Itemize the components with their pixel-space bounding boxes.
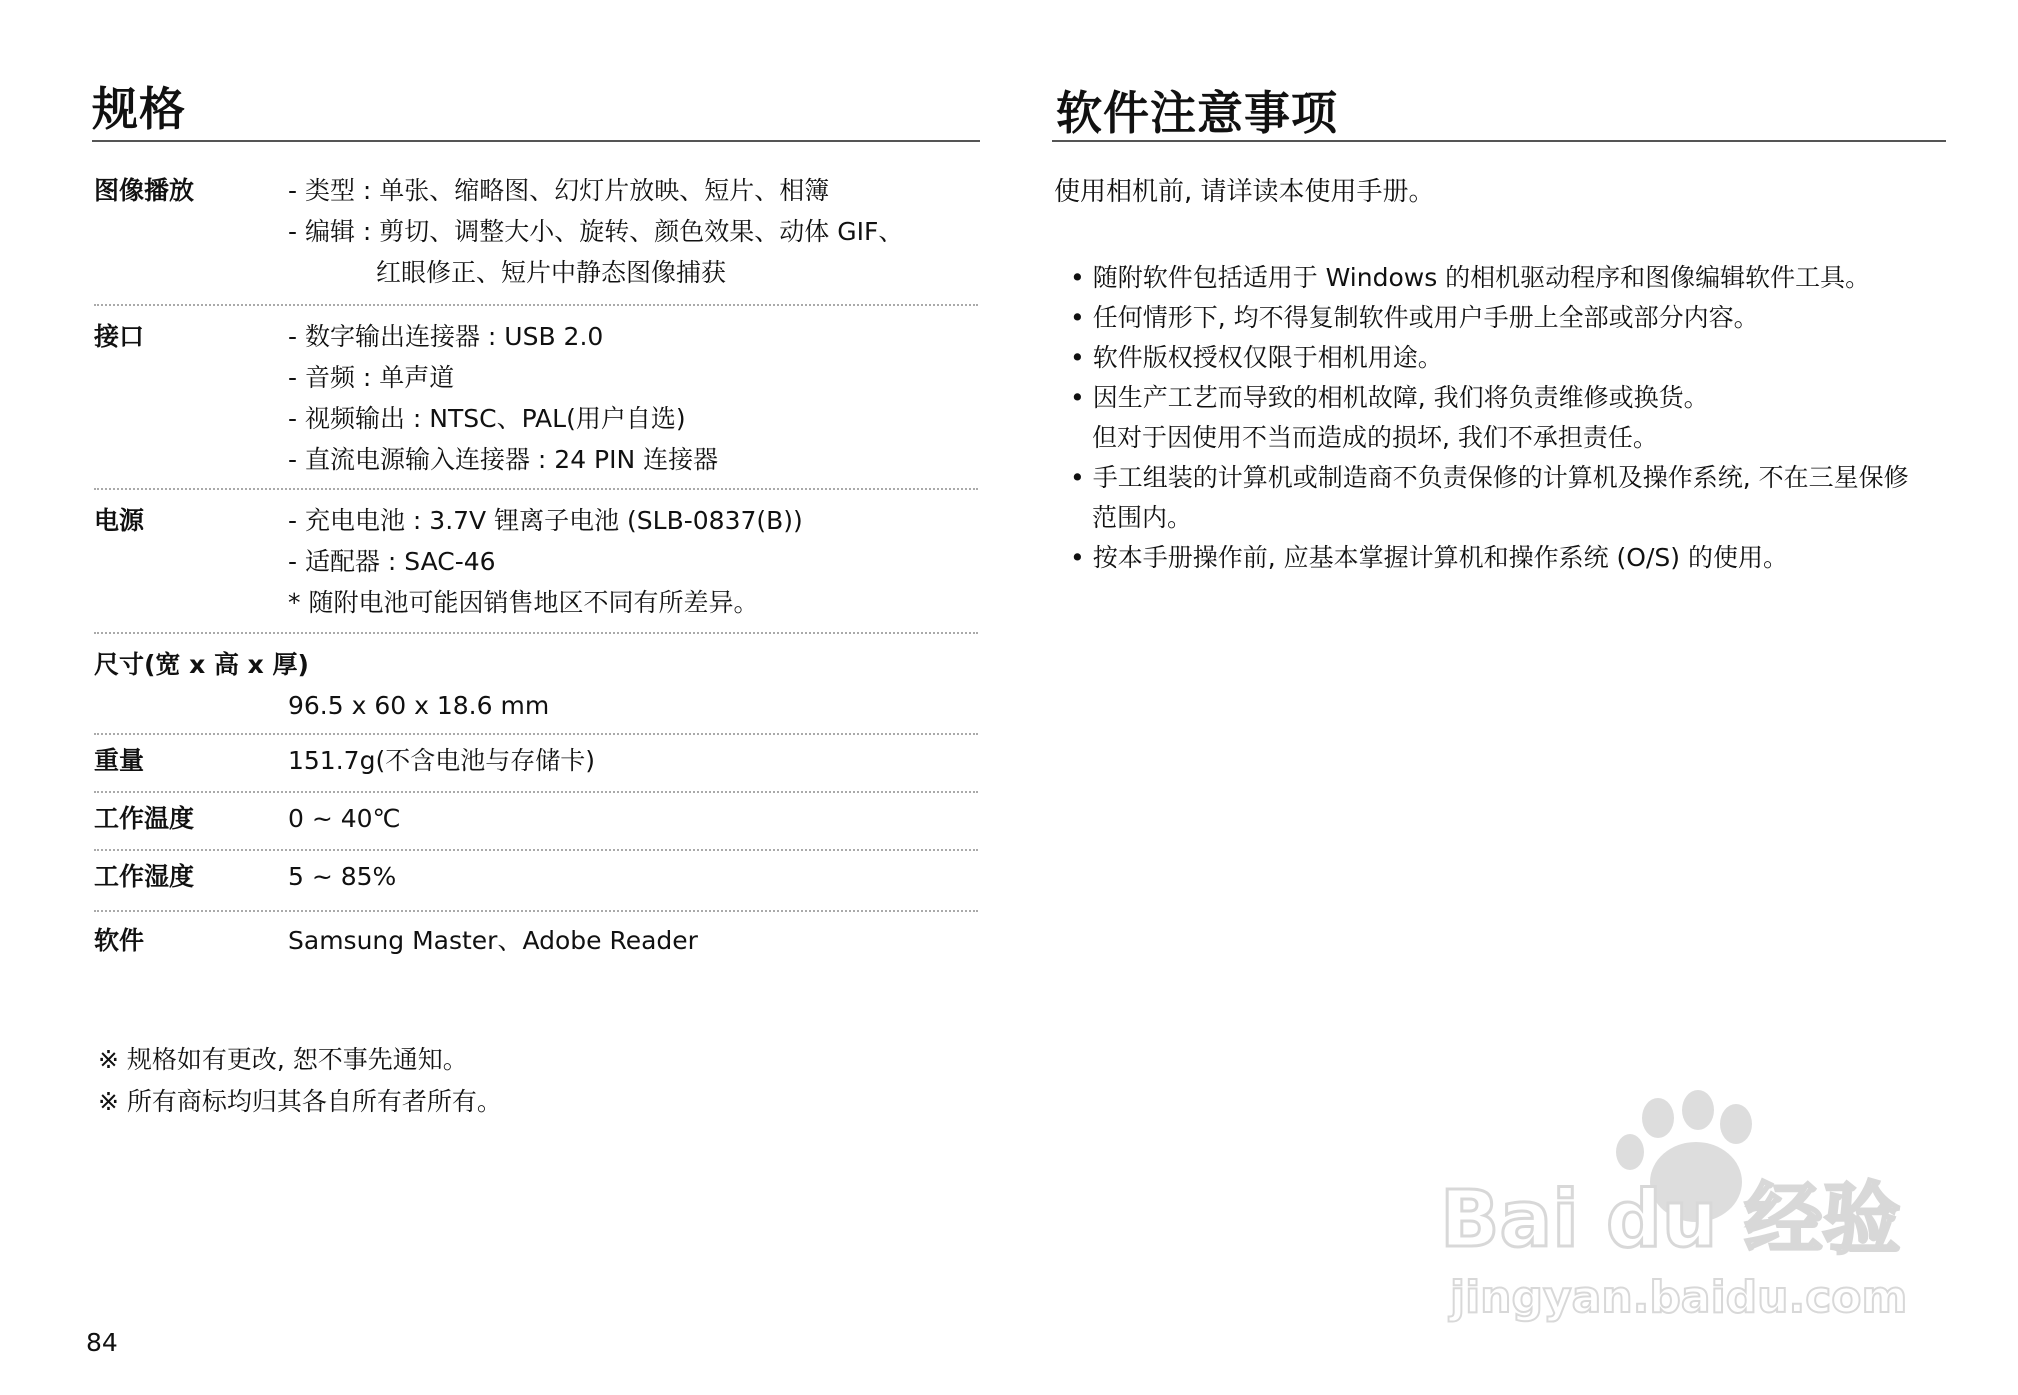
spec-values — [288, 920, 698, 961]
spec-value: - 直流电源输入连接器 : 24 PIN 连接器 — [288, 445, 719, 474]
list-item-continuation: 范围内。 — [1092, 503, 1193, 532]
spec-value: - 数字输出连接器 : USB 2.0 — [288, 322, 604, 351]
baidu-jingyan-watermark — [1440, 1090, 1920, 1330]
spec-values — [288, 798, 401, 839]
row-divider — [94, 849, 978, 851]
spec-label: 图像播放 — [94, 176, 195, 205]
spec-label: 工作湿度 — [94, 862, 195, 891]
list-item: • 任何情形下, 均不得复制软件或用户手册上全部或部分内容。 — [1070, 303, 1759, 332]
spec-value: - 编辑 : 剪切、调整大小、旋转、颜色效果、动体 GIF、 — [288, 217, 904, 246]
list-item: • 因生产工艺而导致的相机故障, 我们将负责维修或换货。 — [1070, 383, 1709, 412]
spec-values — [288, 856, 396, 897]
software-notes-intro: 使用相机前, 请详读本使用手册。 — [1054, 177, 1435, 207]
row-divider — [94, 632, 978, 634]
list-item: • 软件版权授权仅限于相机用途。 — [1070, 343, 1443, 372]
list-item: • 手工组装的计算机或制造商不负责保修的计算机及操作系统, 不在三星保修 — [1070, 463, 1909, 492]
list-item: • 随附软件包括适用于 Windows 的相机驱动程序和图像编辑软件工具。 — [1070, 263, 1871, 292]
spec-value: - 充电电池 : 3.7V 锂离子电池 (SLB-0837(B)) — [288, 506, 803, 535]
spec-value: - 适配器 : SAC-46 — [288, 547, 496, 576]
software-notes-title: 软件注意事项 — [1056, 86, 1338, 140]
spec-value: 151.7g(不含电池与存储卡) — [288, 746, 595, 775]
page-number: 84 — [86, 1328, 118, 1357]
spec-value: * 随附电池可能因销售地区不同有所差异。 — [288, 588, 759, 617]
software-notes-title-rule — [1052, 140, 1946, 142]
watermark-brand: Bai du 经验 — [1440, 1175, 1901, 1265]
spec-value: 红眼修正、短片中静态图像捕获 — [376, 258, 727, 287]
row-divider — [94, 488, 978, 490]
row-divider — [94, 733, 978, 735]
spec-values — [288, 685, 549, 726]
spec-label: 尺寸(宽 x 高 x 厚) — [94, 650, 309, 679]
spec-values — [288, 170, 903, 293]
spec-value: 0 ~ 40℃ — [288, 804, 401, 833]
row-divider — [94, 910, 978, 912]
spec-label: 软件 — [94, 926, 145, 955]
row-divider — [94, 791, 978, 793]
software-notes-list — [1070, 258, 1909, 578]
spec-values — [288, 316, 718, 480]
spec-value: Samsung Master、Adobe Reader — [288, 926, 698, 955]
spec-value: 5 ~ 85% — [288, 862, 397, 891]
list-item: • 按本手册操作前, 应基本掌握计算机和操作系统 (O/S) 的使用。 — [1070, 543, 1788, 572]
spec-label: 接口 — [94, 322, 145, 351]
spec-values — [288, 740, 595, 781]
spec-value: - 视频输出 : NTSC、PAL(用户自选) — [288, 404, 686, 433]
spec-label: 电源 — [94, 506, 145, 535]
footnote: ※ 所有商标均归其各自所有者所有。 — [98, 1087, 502, 1116]
spec-label: 重量 — [94, 746, 145, 775]
watermark-url: jingyan.baidu.com — [1450, 1272, 1908, 1323]
spec-value: - 音频 : 单声道 — [288, 363, 455, 392]
footnote: ※ 规格如有更改, 恕不事先通知。 — [98, 1045, 468, 1074]
spec-title: 规格 — [92, 82, 186, 136]
spec-value: - 类型 : 单张、缩略图、幻灯片放映、短片、相簿 — [288, 176, 830, 205]
spec-label: 工作温度 — [94, 804, 195, 833]
spec-title-rule — [92, 140, 980, 142]
list-item-continuation: 但对于因使用不当而造成的损坏, 我们不承担责任。 — [1092, 423, 1658, 452]
row-divider — [94, 304, 978, 306]
spec-values — [288, 500, 803, 623]
spec-value: 96.5 x 60 x 18.6 mm — [288, 691, 550, 720]
